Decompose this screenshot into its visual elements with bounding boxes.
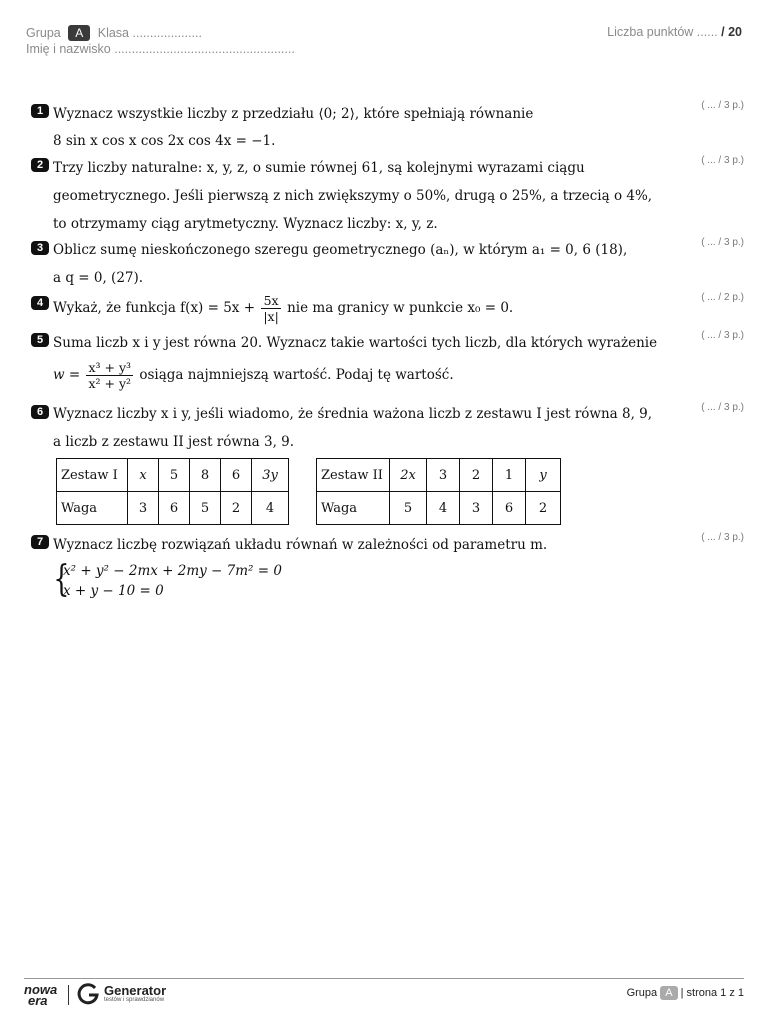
- footer-divider: [24, 978, 744, 979]
- table-cell: 3: [128, 492, 159, 525]
- logo-era-text: era: [28, 993, 48, 1008]
- table-cell: 6: [159, 492, 190, 525]
- task-text: a liczb z zestawu II jest równa 3, 9.: [53, 434, 295, 450]
- task-text: geometrycznego. Jeśli pierwszą z nich zwiększymy o 50%, drugą o 25%, a trzecią o 4%,: [53, 188, 653, 204]
- class-label: Klasa: [97, 26, 130, 40]
- task-points: ( ... / 3 p.): [701, 330, 744, 341]
- table-row: [57, 459, 289, 492]
- table-zestaw-2: [316, 458, 561, 525]
- fraction-numerator: x³ + y³: [88, 360, 132, 375]
- task-text: 8 sin x cos x cos 2x cos 4x = −1.: [53, 133, 276, 149]
- table-cell: Zestaw II: [317, 459, 390, 492]
- points-total: / 20: [721, 25, 742, 39]
- footer-page-number: | strona 1 z 1: [680, 987, 744, 999]
- footer-page-info: [627, 986, 744, 1000]
- table-cell: 8: [190, 459, 221, 492]
- generator-logo-text: Generator: [104, 983, 167, 998]
- task-number: 7: [31, 535, 49, 549]
- table-row: [317, 492, 561, 525]
- w-prefix: w =: [53, 367, 81, 383]
- task-number: 3: [31, 241, 49, 255]
- table-cell: 5: [190, 492, 221, 525]
- task-text: Wyznacz liczby x i y, jeśli wiadomo, że średnia ważona liczb z zestawu I jest równa 8, 9,: [53, 406, 653, 422]
- task4-fraction: [261, 293, 280, 324]
- points-label: Liczba punktów ......: [607, 25, 718, 39]
- table-zestaw-1: [56, 458, 289, 525]
- generator-logo-icon: [76, 982, 100, 1006]
- fraction-denominator: |x|: [263, 309, 279, 324]
- task-points: ( ... / 3 p.): [701, 532, 744, 543]
- table-row: [57, 492, 289, 525]
- equation-1: x² + y² − 2mx + 2my − 7m² = 0: [63, 563, 282, 579]
- table-cell: 2: [460, 459, 493, 492]
- table-cell: Waga: [57, 492, 128, 525]
- task-text: Oblicz sumę nieskończonego szeregu geometrycznego (aₙ), w którym a₁ = 0, 6 (18),: [53, 242, 628, 258]
- task-points: ( ... / 3 p.): [701, 155, 744, 166]
- task-text: [53, 293, 513, 324]
- task-text: Trzy liczby naturalne: x, y, z, o sumie równej 61, są kolejnymi wyrazami ciągu: [53, 160, 585, 176]
- table-cell: 3: [460, 492, 493, 525]
- table-cell: 2: [221, 492, 252, 525]
- nowa-era-logo: [24, 984, 57, 1006]
- group-label: Grupa: [26, 26, 61, 40]
- task-text: a q = 0, (27).: [53, 270, 144, 286]
- class-dots: ....................: [132, 26, 202, 40]
- table-cell: x: [128, 459, 159, 492]
- name-label: Imię i nazwisko: [26, 42, 111, 56]
- fraction-numerator: 5x: [261, 293, 280, 309]
- table-cell: 6: [493, 492, 526, 525]
- table-cell: 5: [159, 459, 190, 492]
- task-text: to otrzymamy ciąg arytmetyczny. Wyznacz liczby: x, y, z.: [53, 216, 438, 232]
- task4-part-b: nie ma granicy w punkcie x₀ = 0.: [287, 300, 514, 316]
- logo-nowa-text: nowa: [24, 982, 58, 997]
- task5-fraction: [86, 360, 133, 391]
- task-points: ( ... / 2 p.): [701, 292, 744, 303]
- task-text: Wyznacz wszystkie liczby z przedziału ⟨0; 2⟩, które spełniają równanie: [53, 106, 534, 122]
- table-cell: 1: [493, 459, 526, 492]
- table-cell: 4: [252, 492, 289, 525]
- group-badge: A: [68, 25, 90, 41]
- header-group: [26, 25, 202, 41]
- fraction-denominator: x² + y²: [88, 376, 132, 391]
- task-number: 5: [31, 333, 49, 347]
- equation-2: x + y − 10 = 0: [63, 583, 164, 599]
- table-cell: Waga: [317, 492, 390, 525]
- logo-separator: [68, 985, 69, 1005]
- table-cell: y: [526, 459, 561, 492]
- table-cell: 6: [221, 459, 252, 492]
- task4-part-a: Wykaż, że funkcja f(x) = 5x +: [53, 300, 256, 316]
- task-number: 1: [31, 104, 49, 118]
- table-row: [317, 459, 561, 492]
- table-cell: 2: [526, 492, 561, 525]
- task-number: 6: [31, 405, 49, 419]
- task-points: ( ... / 3 p.): [701, 237, 744, 248]
- table-cell: 5: [390, 492, 427, 525]
- table-cell: Zestaw I: [57, 459, 128, 492]
- task-number: 4: [31, 296, 49, 310]
- task-text: Suma liczb x i y jest równa 20. Wyznacz takie wartości tych liczb, dla których wyrażenie: [53, 335, 658, 351]
- table-cell: 4: [427, 492, 460, 525]
- footer-group-badge: A: [660, 986, 677, 1000]
- header-name: [26, 42, 295, 56]
- system-brace: {: [53, 559, 70, 600]
- table-cell: 3y: [252, 459, 289, 492]
- generator-logo-subtitle: testów i sprawdzianów: [104, 997, 165, 1003]
- task-number: 2: [31, 158, 49, 172]
- footer-group-label: Grupa: [626, 987, 658, 999]
- name-dots: ....................................................: [114, 42, 295, 56]
- task-text: [53, 360, 454, 391]
- task5-rest: osiąga najmniejszą wartość. Podaj tę wartość.: [139, 367, 454, 383]
- table-cell: 3: [427, 459, 460, 492]
- header-points: [607, 25, 742, 39]
- table-cell: 2x: [390, 459, 427, 492]
- task-points: ( ... / 3 p.): [701, 100, 744, 111]
- task-points: ( ... / 3 p.): [701, 402, 744, 413]
- task-text: Wyznacz liczbę rozwiązań układu równań w zależności od parametru m.: [53, 537, 548, 553]
